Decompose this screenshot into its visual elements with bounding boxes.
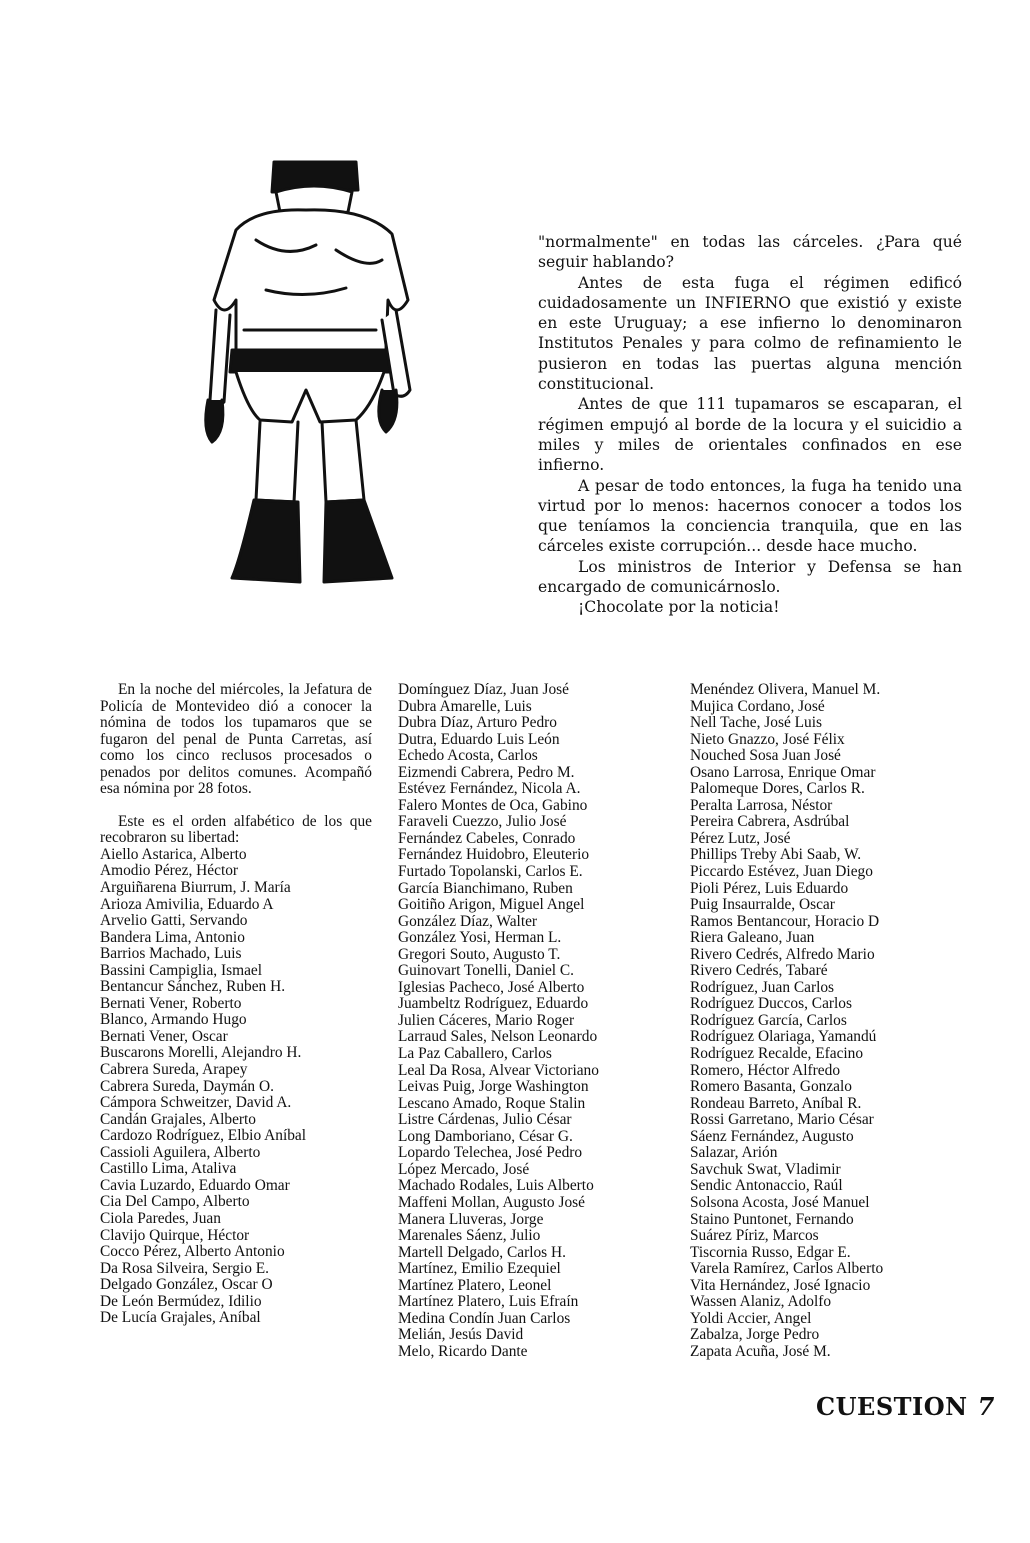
name-entry: Blanco, Armando Hugo (100, 1011, 247, 1029)
name-entry: Gregori Souto, Augusto T. (398, 945, 561, 963)
magazine-name: CUESTION (816, 1392, 968, 1421)
name-entry: Echedo Acosta, Carlos (398, 747, 538, 765)
paragraph-gap (100, 798, 372, 814)
name-entry: Fernández Cabeles, Conrado (398, 829, 576, 847)
article-paragraph: Los ministros de Interior y Defensa se han encargado de comunicárnoslo. (538, 557, 962, 597)
name-entry: Aiello Astarica, Alberto (100, 845, 247, 863)
name-entry: Bernati Vener, Oscar (100, 1027, 228, 1045)
names-column-middle (398, 682, 670, 1360)
name-entry: Lescano Amado, Roque Stalin (398, 1094, 586, 1112)
article-paragraph: Antes de esta fuga el régimen edificó cuidadosamente un INFIERNO que existió y existe en este Uruguay; a ese infierno lo denominaron Institutos Penales y para colmo de refinamiento le pusieron en todas las puertas alguna mención constitucional. (538, 273, 962, 394)
name-entry: Iglesias Pacheco, José Alberto (398, 978, 585, 996)
name-entry: Osano Larrosa, Enrique Omar (690, 763, 876, 781)
name-entry: Fernández Huidobro, Eleuterio (398, 846, 590, 864)
name-entry: Mujica Cordano, José (690, 697, 825, 715)
name-entry: Romero Basanta, Gonzalo (690, 1078, 852, 1096)
name-entry: Martínez Platero, Leonel (398, 1276, 552, 1294)
names-list-right (690, 682, 965, 1360)
name-entry: Nouched Sosa Juan José (690, 747, 841, 765)
name-entry: Solsona Acosta, José Manuel (690, 1193, 870, 1211)
name-entry: Varela Ramírez, Carlos Alberto (690, 1260, 884, 1278)
name-entry: Castillo Lima, Ataliva (100, 1160, 237, 1178)
name-entry: Pereira Cabrera, Asdrúbal (690, 813, 850, 831)
name-entry: Ramos Bentancour, Horacio D (690, 912, 880, 930)
name-entry: Rivero Cedrés, Tabaré (690, 962, 828, 980)
name-entry: Listre Cárdenas, Julio César (398, 1111, 572, 1129)
name-entry: Bandera Lima, Antonio (100, 928, 245, 946)
name-entry: Cavia Luzardo, Eduardo Omar (100, 1176, 290, 1194)
article-paragraph: "normalmente" en todas las cárceles. ¿Para qué seguir hablando? (538, 233, 962, 272)
name-entry: Riera Galeano, Juan (690, 929, 815, 947)
name-entry: Medina Condín Juan Carlos (398, 1309, 571, 1327)
name-entry: Rodríguez Recalde, Efacino (690, 1045, 864, 1063)
name-entry: Cia Del Campo, Alberto (100, 1193, 250, 1211)
name-entry: Cassioli Aguilera, Alberto (100, 1143, 261, 1161)
name-entry: La Paz Caballero, Carlos (398, 1045, 552, 1063)
name-entry: Martínez, Emilio Ezequiel (398, 1260, 561, 1278)
police-notice-paragraph: En la noche del miércoles, la Jefatura de Policía de Montevideo dió a conocer la nómina de todos los tupamaros que se fugaron del penal de Punta Carretas, así como los cinco reclusos procesados o penados por delitos comunes. Acompañó esa nómina por 28 fotos. (100, 681, 372, 798)
name-entry: Romero, Héctor Alfredo (690, 1061, 841, 1079)
page-footer (816, 1392, 995, 1421)
name-entry: Cardozo Rodríguez, Elbio Aníbal (100, 1127, 307, 1145)
name-entry: Vita Hernández, José Ignacio (690, 1276, 871, 1294)
name-entry: Zabalza, Jorge Pedro (690, 1326, 820, 1344)
name-entry: Nell Tache, José Luis (690, 714, 822, 732)
name-entry: Martínez Platero, Luis Efraín (398, 1293, 579, 1311)
name-entry: Rodríguez, Juan Carlos (690, 978, 835, 996)
name-entry: Goitiño Arigon, Miguel Angel (398, 896, 585, 914)
name-entry: Marenales Sáenz, Julio (398, 1227, 541, 1245)
name-entry: Domínguez Díaz, Juan José (398, 681, 569, 698)
name-entry: Rodríguez García, Carlos (690, 1011, 847, 1029)
name-entry: Larraud Sales, Nelson Leonardo (398, 1028, 598, 1046)
name-entry: Buscarons Morelli, Alejandro H. (100, 1044, 302, 1062)
name-entry: Wassen Alaniz, Adolfo (690, 1293, 832, 1311)
name-entry: Savchuk Swat, Vladimir (690, 1160, 841, 1178)
name-entry: Estévez Fernández, Nicola A. (398, 780, 581, 798)
name-entry: Salazar, Arión (690, 1144, 778, 1162)
name-entry: Phillips Treby Abi Saab, W. (690, 846, 862, 864)
name-entry: García Bianchimano, Ruben (398, 879, 573, 897)
name-entry: De Lucía Grajales, Aníbal (100, 1309, 261, 1327)
name-entry: Faraveli Cuezzo, Julio José (398, 813, 567, 831)
name-entry: Ciola Paredes, Juan (100, 1209, 221, 1227)
article-paragraph: A pesar de todo entonces, la fuga ha tenido una virtud por lo menos: hacernos conocer a todos los que teníamos la conciencia tranquila, que en las cárceles existe corrupción... desde hace mucho. (538, 476, 962, 556)
name-entry: Melián, Jesús David (398, 1326, 524, 1344)
name-entry: Leal Da Rosa, Alvear Victoriano (398, 1061, 599, 1079)
name-entry: Arioza Amivilia, Eduardo A (100, 895, 274, 913)
name-entry: De León Bermúdez, Idilio (100, 1292, 262, 1310)
name-entry: Bentancur Sánchez, Ruben H. (100, 978, 286, 996)
list-intro-paragraph: Este es el orden alfabético de los que recobraron su libertad: (100, 812, 372, 847)
name-entry: Palomeque Dores, Carlos R. (690, 780, 865, 798)
name-entry: Zapata Acuña, José M. (690, 1342, 831, 1360)
name-entry: Bassini Campiglia, Ismael (100, 961, 263, 979)
names-column-right (690, 682, 965, 1360)
article-paragraph: ¡Chocolate por la noticia! (578, 598, 780, 617)
names-list-left (100, 847, 372, 1327)
name-entry: Nieto Gnazzo, José Félix (690, 730, 845, 748)
name-entry: Rodríguez Olariaga, Yamandú (690, 1028, 877, 1046)
name-entry: Cámpora Schweitzer, David A. (100, 1094, 292, 1112)
name-entry: González Yosi, Herman L. (398, 929, 562, 947)
intro-article (538, 232, 962, 618)
name-entry: Rodríguez Duccos, Carlos (690, 995, 852, 1013)
name-entry: Julien Cáceres, Mario Roger (398, 1011, 575, 1029)
name-entry: Suárez Píriz, Marcos (690, 1227, 819, 1245)
name-entry: Dutra, Eduardo Luis León (398, 730, 560, 748)
name-entry: Peralta Larrosa, Néstor (690, 796, 833, 814)
name-entry: Delgado González, Oscar O (100, 1276, 273, 1294)
name-entry: Rossi Garretano, Mario César (690, 1111, 874, 1129)
names-column-left (100, 682, 372, 1327)
name-entry: Machado Rodales, Luis Alberto (398, 1177, 594, 1195)
name-entry: Barrios Machado, Luis (100, 945, 242, 963)
name-entry: Manera Lluveras, Jorge (398, 1210, 544, 1228)
name-entry: Cabrera Sureda, Arapey (100, 1061, 248, 1079)
name-entry: Tiscornia Russo, Edgar E. (690, 1243, 851, 1261)
name-entry: Melo, Ricardo Dante (398, 1342, 528, 1360)
name-entry: Sendic Antonaccio, Raúl (690, 1177, 843, 1195)
name-entry: Candán Grajales, Alberto (100, 1110, 256, 1128)
name-entry: Bernati Vener, Roberto (100, 994, 242, 1012)
name-entry: López Mercado, José (398, 1160, 530, 1178)
name-entry: Dubra Díaz, Arturo Pedro (398, 714, 557, 732)
name-entry: Da Rosa Silveira, Sergio E. (100, 1259, 269, 1277)
name-entry: Falero Montes de Oca, Gabino (398, 796, 588, 814)
name-entry: Rivero Cedrés, Alfredo Mario (690, 945, 875, 963)
name-entry: Furtado Topolanski, Carlos E. (398, 863, 583, 881)
page-number: 7 (977, 1392, 995, 1421)
name-entry: Staino Puntonet, Fernando (690, 1210, 854, 1228)
name-entry: Yoldi Accier, Angel (690, 1309, 812, 1327)
article-paragraph: Antes de que 111 tupamaros se escaparan, el régimen empujó al borde de la locura y el suicidio a miles y miles de orientales confinados en ese infierno. (538, 395, 962, 475)
name-entry: Guinovart Tonelli, Daniel C. (398, 962, 575, 980)
name-entry: Dubra Amarelle, Luis (398, 697, 532, 715)
name-entry: Juambeltz Rodríguez, Eduardo (398, 995, 589, 1013)
names-list-middle (398, 682, 670, 1360)
name-entry: Sáenz Fernández, Augusto (690, 1127, 854, 1145)
guard-illustration (196, 150, 426, 600)
name-entry: Puig Insaurralde, Oscar (690, 896, 835, 914)
name-entry: Pérez Lutz, José (690, 829, 791, 847)
name-entry: Eizmendi Cabrera, Pedro M. (398, 763, 575, 781)
name-entry: Lopardo Telechea, José Pedro (398, 1144, 583, 1162)
name-entry: Amodio Pérez, Héctor (100, 862, 239, 880)
name-entry: Maffeni Mollan, Augusto José (398, 1193, 585, 1211)
name-entry: Menéndez Olivera, Manuel M. (690, 681, 881, 698)
name-entry: Leivas Puig, Jorge Washington (398, 1078, 589, 1096)
name-entry: Arguiñarena Biurrum, J. María (100, 879, 291, 897)
name-entry: Pioli Pérez, Luis Eduardo (690, 879, 849, 897)
name-entry: Cocco Pérez, Alberto Antonio (100, 1243, 285, 1261)
name-entry: Cabrera Sureda, Daymán O. (100, 1077, 274, 1095)
name-entry: González Díaz, Walter (398, 912, 538, 930)
name-entry: Clavijo Quirque, Héctor (100, 1226, 250, 1244)
name-entry: Martell Delgado, Carlos H. (398, 1243, 566, 1261)
name-entry: Piccardo Estévez, Juan Diego (690, 863, 873, 881)
name-entry: Arvelio Gatti, Servando (100, 912, 248, 930)
name-entry: Rondeau Barreto, Aníbal R. (690, 1094, 862, 1112)
name-entry: Long Damboriano, César G. (398, 1127, 573, 1145)
